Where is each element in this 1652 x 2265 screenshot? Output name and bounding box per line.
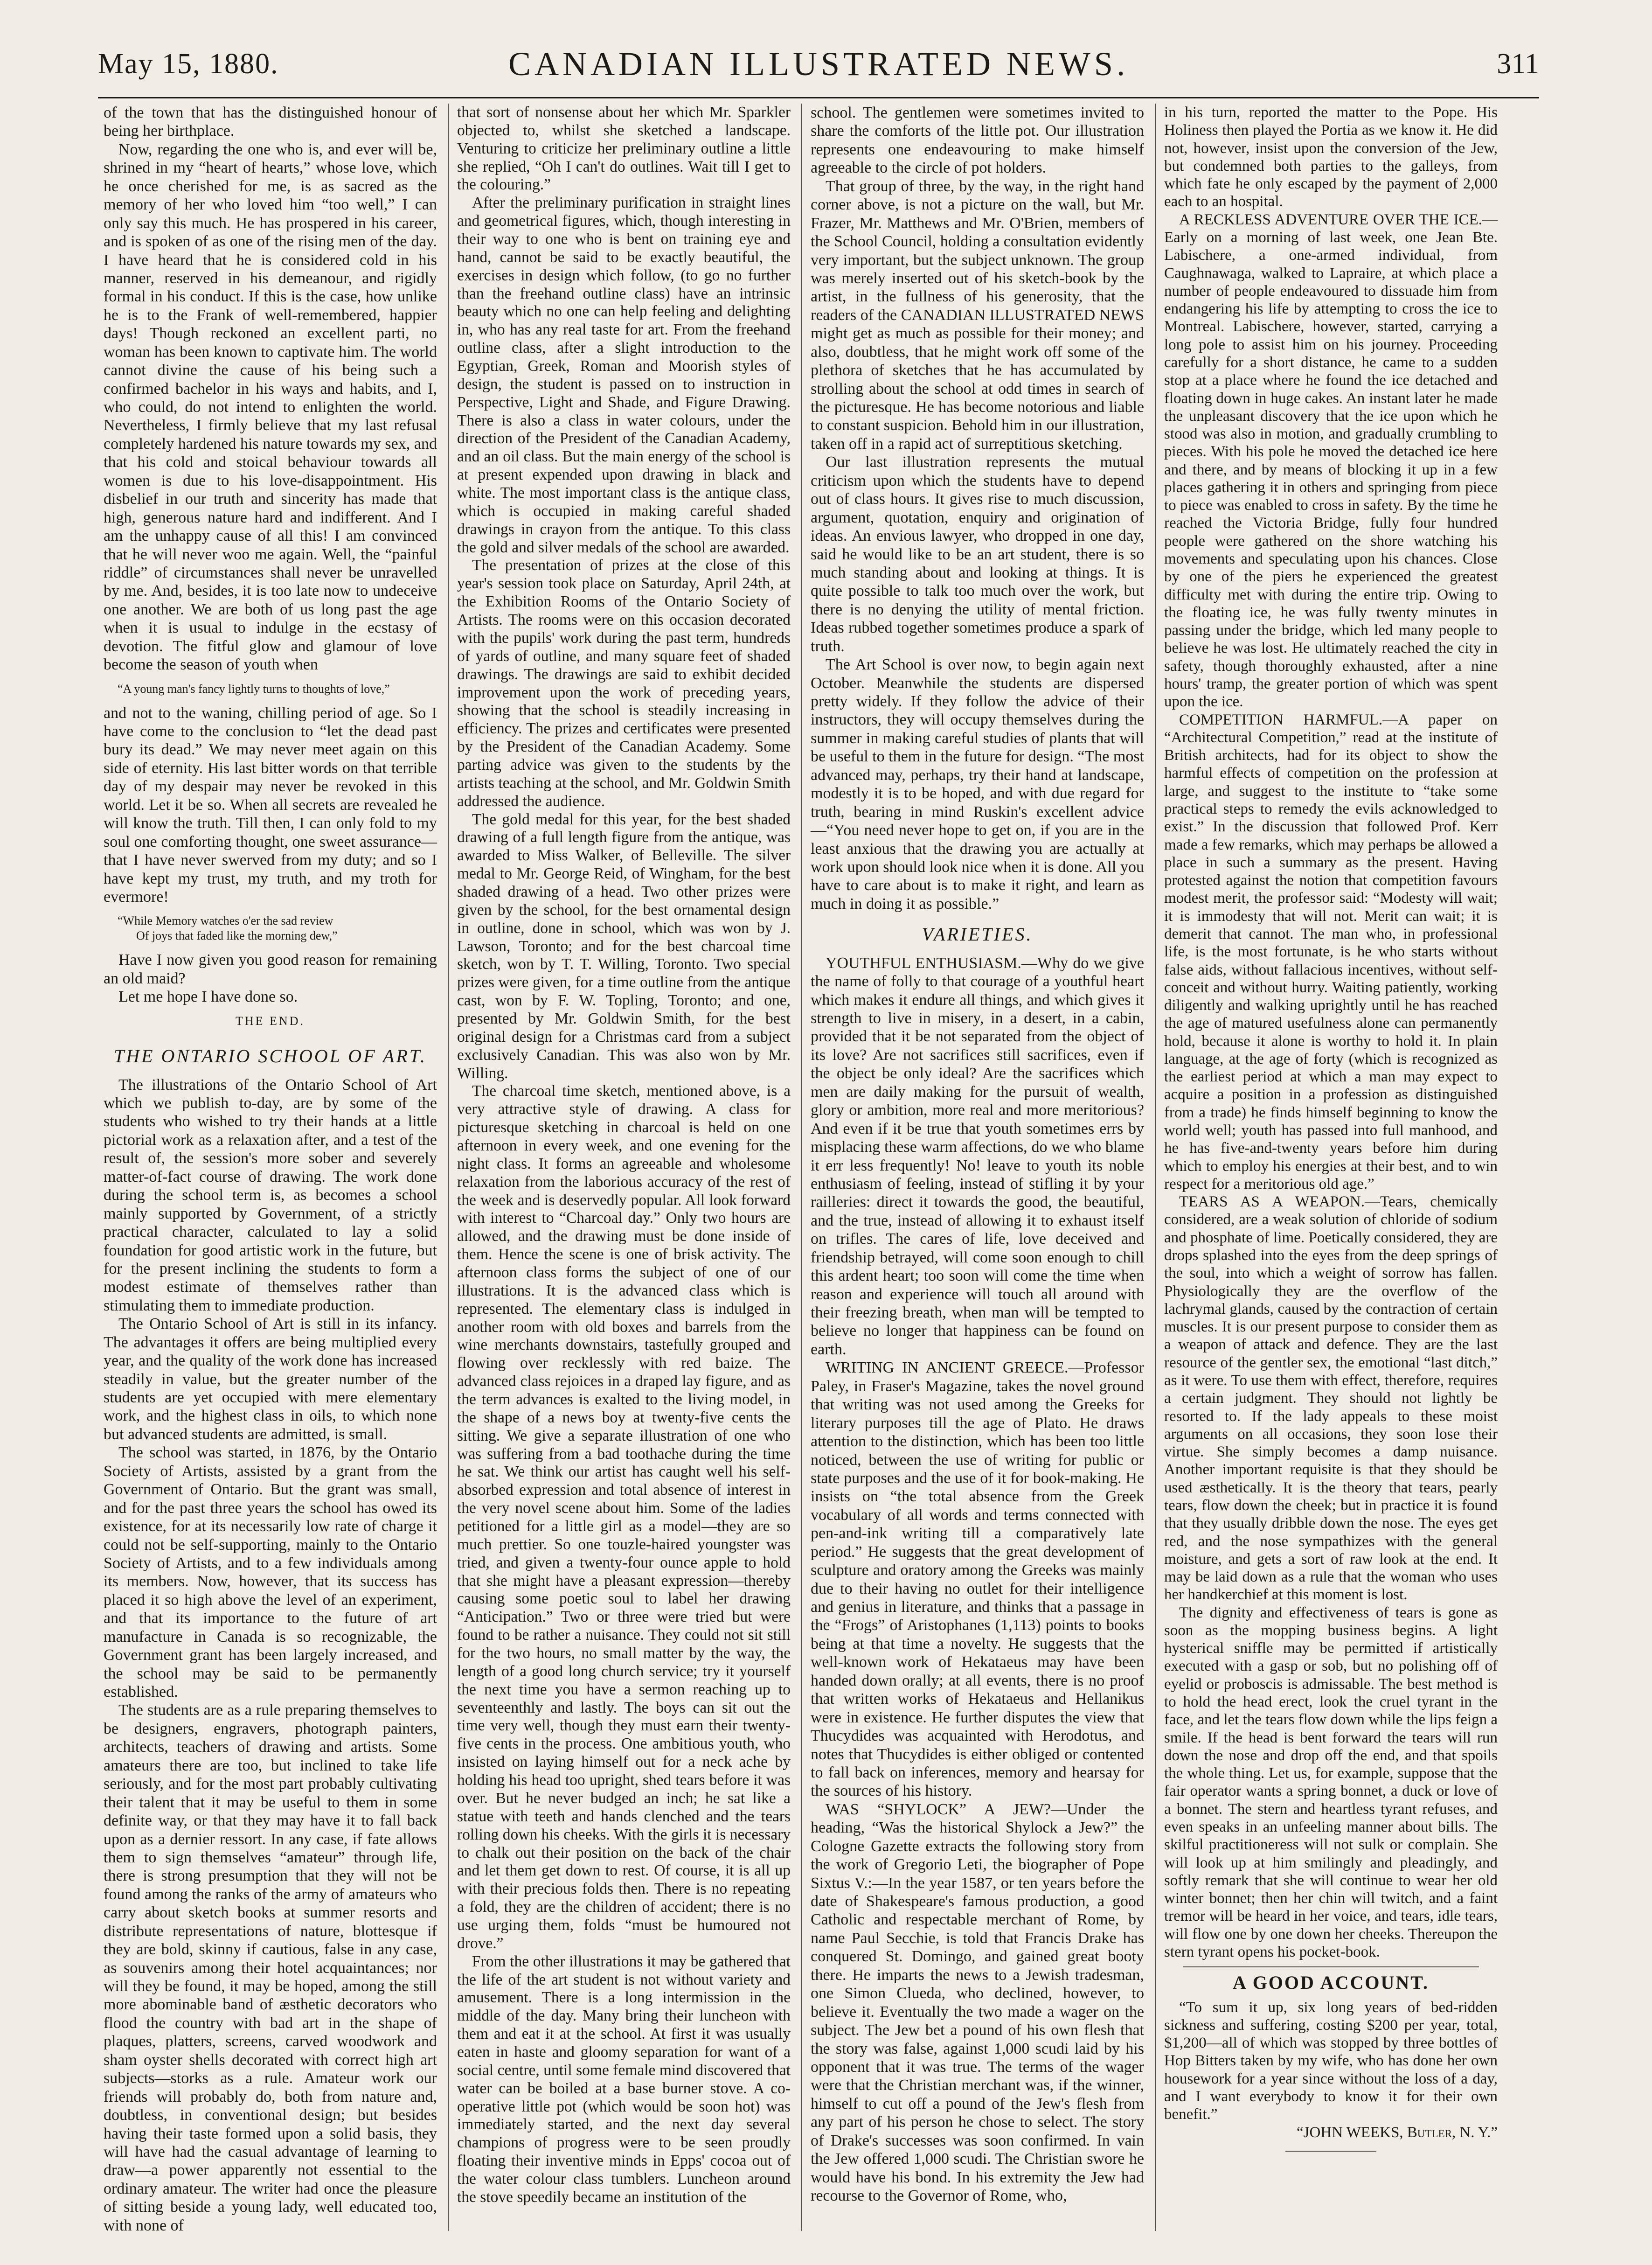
- paragraph: TEARS AS A WEAPON.—Tears, chemically considered, are a weak solution of chloride of sodium and phosphate of lime. Poetically considered, they are drops splashed into the eyes from the deep springs of the soul, into which a weight of sorrow has fallen. Physiologically they are the overflow of the lachrymal glands, caused by the contraction of certain muscles. It is our present purpose to consider them as a weapon of attack and defence. They are the last resource of the gentler sex, the emotional “last ditch,” as it were. To use them with effect, therefore, requires a certain judgment. They should not lightly be resorted to. If the lady appeals to these moist arguments on all occasions, they soon lose their virtue. She simply becomes a damp nuisance. Another important requisite is that they should be used æsthetically. It is the theory that tears, pearly tears, flow down the cheek; but in practice it is found that they usually dribble down the nose. The eyes get red, and the nose sympathizes with the general moisture, and gets a sort of raw look at the end. It may be laid down as a rule that the woman who uses her handkerchief at this moment is lost.: [1164, 1193, 1498, 1603]
- advertisement-signature: “JOHN WEEKS, Butler, N. Y.”: [1297, 2124, 1498, 2141]
- poem-line: Of joys that faded like the morning dew,”: [136, 929, 338, 943]
- page-number: 311: [1497, 48, 1539, 80]
- column-3: [811, 104, 1144, 2205]
- paragraph: After the preliminary purification in straight lines and geometrical figures, which, though interesting in their way to one who is bent on training eye and hand, cannot be said to be exactly beautiful, the exercises in design which follow, (to go no further than the freehand outline class) have an intrinsic beauty which no one can help feeling and delighting in, who has any real taste for art. From the freehand outline class, after a slight introduction to the Egyptian, Greek, Roman and Moorish styles of design, the student is passed on to instruction in Perspective, Light and Shade, and Figure Drawing. There is also a class in water colours, under the direction of the President of the Canadian Academy, and an oil class. But the main energy of the school is at present expended upon drawing in black and white. The most important class is the antique class, which is occupied in making careful shaded drawings in crayon from the antique. To this class the gold and silver medals of the school are awarded.: [457, 194, 791, 556]
- paragraph: COMPETITION HARMFUL.—A paper on “Architectural Competition,” read at the institute of British architects, had for its object to show the harmful effects of competition on the profession at large, and suggest to the institute to “take some practical steps to remedy the evils acknowledged to exist.” In the discussion that followed Prof. Kerr made a few remarks, which may perhaps be allowed a place in such a summary as the present. Having protested against the notion that competition favours modest merit, the professor said: “Modesty will wait; it is immodesty that will not. Merit can wait; it is demerit that cannot. The man who, in professional life, is the most fortunate, is he who starts without false aids, without fallacious incentives, without self-conceit and without hurry. Waiting patiently, working diligently and walking uprightly until he has reached the age of matured usefulness alone can permanently hold, because it alone is worthy to hold it. In plain language, at the age of forty (which is recognized as the earliest period at which a man may expect to acquire a position in a profession as distinguished from a trade) he finds himself beginning to know the world well; youth has passed into full manhood, and he has five-and-twenty years before him during which to employ his energies at their best, and to win respect for a meritorious old age.”: [1164, 711, 1498, 1192]
- paragraph: The school was started, in 1876, by the Ontario Society of Artists, assisted by a grant from the Government of Ontario. But the grant was small, and for the past three years the school has owed its existence, for at its necessarily low rate of charge it could not be self-supporting, mainly to the Ontario Society of Artists, and to a few individuals among its members. Now, however, that its success has placed it so high above the level of an experiment, and that its importance to the future of art manufacture in Canada is so recognizable, the Government grant has been largely increased, and the school may be said to be permanently established.: [104, 1444, 437, 1700]
- issue-date: May 15, 1880.: [98, 48, 279, 80]
- paragraph: Now, regarding the one who is, and ever will be, shrined in my “heart of hearts,” whose love, which he once cherished for me, is as sacred as the memory of her who loved him “too well,” I can only say this much. He has prospered in his career, and is spoken of as one of the rising men of the day. I have heard that he is considered cold in his manner, reserved in his demeanour, and rigidly formal in his conduct. If this is the case, how unlike he is to the Frank of well-remembered, happier days! Though reckoned an excellent parti, no woman has been known to captivate him. The world cannot divine the cause of his being such a confirmed bachelor in his ways and habits, and I, who could, do not intend to enlighten the world. Nevertheless, I firmly believe that my last refusal completely hardened his nature towards my sex, and that his cold and stoical behaviour towards all women is due to his love-disappointment. His disbelief in our truth and sincerity has made that high, generous nature hard and indifferent. And I am the unhappy cause of all this! I am convinced that he will never woo me again. Well, the “painful riddle” of circumstances shall never be unravelled by me. And, besides, it is too late now to undeceive one another. We are both of us long past the age when it is usual to indulge in the ecstasy of devotion. The fitful glow and glamour of love become the season of youth when: [104, 140, 437, 674]
- paragraph: of the town that has the distinguished honour of being her birthplace.: [104, 104, 437, 140]
- column-4: [1164, 104, 1498, 2152]
- poem-quote: [118, 682, 437, 697]
- column-divider: [801, 104, 802, 2231]
- paragraph: The charcoal time sketch, mentioned above, is a very attractive style of drawing. A class for picturesque sketching in charcoal is held on one afternoon in every week, and one evening for the night class. It forms an agreeable and wholesome relaxation from the laborious accuracy of the rest of the week and is deservedly popular. All look forward with interest to “Charcoal day.” Only two hours are allowed, and the drawing must be done inside of them. Hence the scene is one of brisk activity. The afternoon class forms the subject of one of our illustrations. It is the advanced class which is represented. The elementary class is indulged in another room with old boxes and barrels from the wine merchants downstairs, tastefully grouped and flowing over recklessly with red baize. The advanced class rejoices in a draped lay figure, and as the term advances is exalted to the living model, in the shape of a news boy at twenty-five cents the sitting. We give a separate illustration of one who was suffering from a bad toothache during the time he sat. We think our artist has caught well his self-absorbed expression and total absence of interest in the very novel scene about him. Some of the ladies petitioned for a little girl as a model—they are so much prettier. So one touzle-haired youngster was tried, and given a twenty-four ounce apple to hold that she might have a pleasant expression—thereby causing some poetic soul to label her drawing “Anticipation.” Two or three were tried but were found to be rather a nuisance. They could not sit still for the two hours, no small matter by the way, the length of a good long church service; try it yourself the next time you have a sermon reaching up to seventeenthly and lastly. The boys can sit out the time very well, though they must earn their twenty-five cents in the process. One ambitious youth, who insisted on laying himself out for a neck ache by holding his head too upright, shed tears before it was over. But he never budged an inch; he sat like a statue with teeth and hands clenched and the tears rolling down his cheeks. With the girls it is necessary to chalk out their position on the back of the chair and let them get down to rest. Of course, it is all up with their precious folds then. There is no repeating a fold, they are the children of accident; there is no use urging them, folds “must be humoured not drove.”: [457, 1082, 791, 1952]
- paragraph: The gold medal for this year, for the best shaded drawing of a full length figure from the antique, was awarded to Miss Walker, of Belleville. The silver medal to Mr. George Reid, of Wingham, for the best shaded drawing of a head. Two other prizes were given by the school, for the best ornamental design in outline, done in school, which was won by J. Lawson, Toronto; and for the best charcoal time sketch, won by T. T. Willing, Toronto. Two special prizes were given, for a time outline from the antique cast, won by F. W. Topling, Toronto; and one, presented by Mr. Goldwin Smith, for the best original design for a Christmas card from a subject exclusively Canadian. This was also won by Mr. Willing.: [457, 810, 791, 1082]
- paragraph: WAS “SHYLOCK” A JEW?—Under the heading, “Was the historical Shylock a Jew?” the Cologne Gazette extracts the following story from the work of Gregorio Leti, the biographer of Pope Sixtus V.:—In the year 1587, or ten years before the date of Shakespeare's famous production, a good Catholic and respectable merchant of Rome, by name Paul Secchie, is told that Francis Drake has conquered St. Domingo, and gained great booty there. He imparts the news to a Jewish tradesman, one Simon Clueda, who declined, however, to believe it. Eventually the two made a wager on the subject. The Jew bet a pound of his own flesh that the story was false, against 1,000 scudi laid by his opponent that it was true. The terms of the wager were that the Christian merchant was, if the winner, himself to cut off a pound of the Jew's flesh from any part of his person he chose to select. The story of Drake's successes was soon confirmed. In vain the Jew offered 1,000 scudi. The Christian swore he would have his bond. In his extremity the Jew had recourse to the Governor of Rome, who,: [811, 1800, 1144, 2204]
- header-rule: [98, 97, 1539, 98]
- advertisement-text: “To sum it up, six long years of bed-ridden sickness and suffering, costing $200 per year, total, $1,200—all of which was stopped by three bottles of Hop Bitters taken by my wife, who has done her own housework for a year since without the loss of a day, and I want everybody to know it for their own benefit.”: [1164, 1999, 1498, 2123]
- paragraph: The presentation of prizes at the close of this year's session took place on Saturday, April 24th, at the Exhibition Rooms of the Ontario Society of Artists. The rooms were on this occasion decorated with the pupils' work during the past term, hundreds of yards of outline, and many square feet of shaded drawings. The drawings are said to exhibit decided improvement upon the work of preceding years, showing that the school is steadily increasing in efficiency. The prizes and certificates were presented by the President of the Canadian Academy. Some parting advice was given to the students by the artists teaching at the school, and Mr. Goldwin Smith addressed the audience.: [457, 557, 791, 810]
- paragraph: The dignity and effectiveness of tears is gone as soon as the mopping business begins. A light hysterical sniffle may be permitted if artistically executed with a gasp or sob, but no polishing off of eyelid or proboscis is admissable. The best method is to hold the head erect, look the cruel tyrant in the face, and let the tears flow down while the lips feign a smile. If the head is bent forward the tears will run down the nose and drop off the end, and that spoils the whole thing. Let us, for example, suppose that the fair operator wants a spring bonnet, a duck or love of a bonnet. The stern and heartless tyrant refuses, and even speaks in an unfeeling manner about bills. The skilful practitioneress will not sulk or complain. She will look up at him smilingly and pleadingly, and softly remark that she will continue to wear her old winter bonnet; then her chin will twitch, and a faint tremor will be heard in her voice, and tears, idle tears, will flow one by one down her cheeks. Thereupon the stern tyrant opens his pocket-book.: [1164, 1604, 1498, 1960]
- paragraph: that sort of nonsense about her which Mr. Sparkler objected to, whilst she sketched a landscape. Venturing to criticize her preliminary outline a little she replied, “Oh I can't do outlines. Wait till I get to the colouring.”: [457, 104, 791, 194]
- paragraph: YOUTHFUL ENTHUSIASM.—Why do we give the name of folly to that courage of a youthful heart which makes it endure all things, and which gives it strength to live in misery, in a desert, in a cabin, provided that it be not separated from the object of its love? Are not sacrifices still sacrifices, even if the object be only ideal? Are the sacrifices which men are daily making for the pursuit of wealth, glory or ambition, more real and more meritorious? And even if it be true that youth sometimes errs by misplacing these warm affections, do we who blame it err less frequently! No! leave to youth its noble enthusiasm of feeling, instead of stifling it by your railleries: direct it towards the good, the beautiful, and the true, instead of allowing it to exhaust itself on trifles. The cares of life, love deceived and friendship betrayed, will come soon enough to chill this ardent heart; too soon will come the time when reason and experience will touch all around with their freezing breath, when man will be tempted to believe no longer that happiness can be found on earth.: [811, 954, 1144, 1358]
- paragraph: WRITING IN ANCIENT GREECE.—Professor Paley, in Fraser's Magazine, takes the novel ground that writing was not used among the Greeks for literary purposes till the age of Plato. He draws attention to the distinction, which has been too little noticed, between the use of writing for public or state purposes and the use of it for book-making. He insists on “the total absence from the Greek vocabulary of all words and terms connected with pen-and-ink writing till a comparatively late period.” He suggests that the great development of sculpture and oratory among the Greeks was mainly due to their having no outlet for their intelligence and genius in literature, and thinks that a passage in the “Frogs” of Aristophanes (1,113) points to books being at that time a novelty. He suggests that the well-known work of Hekataeus may have been handed down orally; at all events, there is no proof that written works of Hekataeus and Hellanikus were in existence. He further disputes the view that Thucydides was acquainted with Herodotus, and notes that Thucydides is either obliged or contented to fall back on inferences, memory and hearsay for the sources of his history.: [811, 1359, 1144, 1800]
- masthead: [98, 43, 1539, 99]
- section-heading-varieties: VARIETIES.: [922, 924, 1033, 945]
- paragraph: Our last illustration represents the mutual criticism upon which the students have to depend out of class hours. It gives rise to much discussion, argument, quotation, enquiry and origination of ideas. An envious lawyer, who dropped in one day, said he would like to be an art student, there is so much standing about and looking at things. It is quite possible to talk too much over the work, but there is no denying the utility of mental friction. Ideas rubbed together sometimes produce a spark of truth.: [811, 453, 1144, 655]
- paragraph: The Ontario School of Art is still in its infancy. The advantages it offers are being multiplied every year, and the quality of the work done has increased steadily in value, but the greater number of the students are yet occupied with mere elementary work, and the highest class in oils, to which none but advanced students are admitted, is small.: [104, 1315, 437, 1443]
- poem-line: “While Memory watches o'er the sad review: [118, 914, 333, 928]
- column-divider: [1155, 104, 1156, 2231]
- paragraph: The students are as a rule preparing themselves to be designers, engravers, photograph painters, architects, teachers of drawing and artists. Some amateurs there are too, but inclined to take life seriously, and for the most part probably cultivating their talent that it may be useful to them in some definite way, or that they may have it to fall back upon as a dernier ressort. In any case, if fate allows them to sign themselves “amateur” through life, there is strong presumption that they will not be found among the ranks of the army of amateurs who carry about sketch books at summer resorts and distribute representations of nature, blottesque if they are bold, skinny if cautious, false in any case, as souvenirs among their hotel acquaintances; nor will they be found, it may be hoped, among the still more abominable band of æsthetic decorators who flood the country with bad art in the shape of plaques, platters, screens, carved woodwork and sham oyster shells decorated with correct high art subjects—storks as a rule. Amateur work our friends will probably do, both from nature and, doubtless, in conventional design; but besides having their taste formed upon a solid basis, they will have had the casual advantage of learning to draw—a power apparently not essential to the ordinary amateur. The writer had once the pleasure of sitting beside a young lady, well educated too, with none of: [104, 1701, 437, 2234]
- section-rule: [1183, 1966, 1479, 1967]
- paragraph: school. The gentlemen were sometimes invited to share the comforts of the little pot. Our illustration represents one endeavouring to make himself agreeable to the circle of pot holders.: [811, 104, 1144, 177]
- paragraph: The Art School is over now, to begin again next October. Meanwhile the students are dispersed pretty widely. If they follow the advice of their instructors, they will occupy themselves during the summer in making careful studies of plants that will be useful to them in the future for design. “The most advanced may, perhaps, try their hand at landscape, modestly it is to be hoped, and with due regard for truth, bearing in mind Ruskin's excellent advice—“You need never hope to get on, if you are in the least anxious that the drawing you are actually at work upon should look nice when it is done. All you have to care about is to make it right, and learn as much in doing it as possible.”: [811, 656, 1144, 913]
- paragraph: in his turn, reported the matter to the Pope. His Holiness then played the Portia as we know it. He did not, however, insist upon the conversion of the Jew, but condemned both parties to the galleys, from which fate he only escaped by the payment of 2,000 each to an hospital.: [1164, 104, 1498, 210]
- poem-quote: [118, 913, 437, 943]
- paragraph: Let me hope I have done so.: [118, 988, 298, 1006]
- paragraph: The illustrations of the Ontario School of Art which we publish to-day, are by some of the students who wished to try their hands at a little pictorial work as a relaxation after, and a test of the result of, the session's more sober and severely matter-of-fact course of drawing. The work done during the school term is, as becomes a school mainly supported by Government, of a strictly practical character, calculated to lay a solid foundation for good artistic work in the future, but for the present inclining the students to form a modest estimate of themselves rather than stimulating them to immediate production.: [104, 1076, 437, 1314]
- paragraph: Have I now given you good reason for remaining an old maid?: [104, 951, 437, 987]
- poem-line: “A young man's fancy lightly turns to thoughts of love,”: [118, 682, 390, 696]
- advertisement-heading: A GOOD ACCOUNT.: [1233, 1972, 1429, 1993]
- paragraph: A RECKLESS ADVENTURE OVER THE ICE.—Early on a morning of last week, one Jean Bte. Labischere, a one-armed individual, from Caughnawaga, walked to Lapraire, at which place a number of people endeavoured to dissuade him from endangering his life by attempting to cross the ice to Montreal. Labischere, however, started, carrying a long pole to assist him on his journey. Proceeding carefully for a short distance, he came to a sudden stop at a place where he found the ice detached and floating down in huge cakes. An instant later he made the unpleasant discovery that the ice upon which he stood was also in motion, and gradually crumbling to pieces. With his pole he moved the detached ice here and there, and by means of blocking it up in a few places gathering it in others and springing from piece to piece was enabled to cross in safety. By the time he reached the Victoria Bridge, fully four hundred people were gathered on the shore watching his movements and speculating upon his chances. Close by one of the piers he experienced the greatest difficulty met with during the entire trip. Owing to the floating ice, he was fully twenty minutes in passing under the bridge, which led many people to believe he was lost. He ultimately reached the city in safety, though thoroughly exhausted, after a nine hours' tramp, the greater portion of which was spent upon the ice.: [1164, 211, 1498, 711]
- paragraph: From the other illustrations it may be gathered that the life of the art student is not without variety and amusement. There is a long intermission in the middle of the day. Many bring their luncheon with them and eat it at the school. At first it was usually eaten in haste and gloomy separation for want of a social centre, until some female mind discovered that water can be boiled at a base burner stove. A co-operative little pot (which would be soon hot) was immediately started, and the next day several champions of progress were to be seen proudly floating their inventive minds in Epps' cocoa out of the water colour class tumblers. Luncheon around the stove speedily became an institution of the: [457, 1952, 791, 2206]
- newspaper-title: CANADIAN ILLUSTRATED NEWS.: [508, 45, 1129, 83]
- article-heading: THE ONTARIO SCHOOL OF ART.: [113, 1045, 427, 1067]
- column-2: [457, 104, 791, 2207]
- paragraph: and not to the waning, chilling period of age. So I have come to the conclusion to “let the dead past bury its dead.” We may never meet again on this side of eternity. His last bitter words on that terrible day of my despair may never be revoked in this world. Let it be so. When all secrets are revealed he will know the truth. Till then, I can only fold to my soul one comforting thought, one sweet assurance—that I have never swerved from my duty; and so I have kept my trust, my truth, and my troth for evermore!: [104, 704, 437, 906]
- end-rule: [1285, 2151, 1376, 2152]
- column-divider: [448, 104, 449, 2231]
- the-end-marker: THE END.: [236, 1014, 305, 1028]
- paragraph: That group of three, by the way, in the right hand corner above, is not a picture on the wall, but Mr. Frazer, Mr. Matthews and Mr. O'Brien, members of the School Council, holding a consultation evidently very important, but the subject unknown. The group was merely inserted out of his sketch-book by the artist, in the fullness of his generosity, that the readers of the CANADIAN ILLUSTRATED NEWS might get as much as possible for their money; and also, doubtless, that he might work off some of the plethora of sketches that he has accumulated by strolling about the school at odd times in search of the picturesque. He has become notorious and liable to constant suspicion. Behold him in our illustration, taken off in a rapid act of surreptitious sketching.: [811, 177, 1144, 453]
- column-1: [104, 104, 437, 2235]
